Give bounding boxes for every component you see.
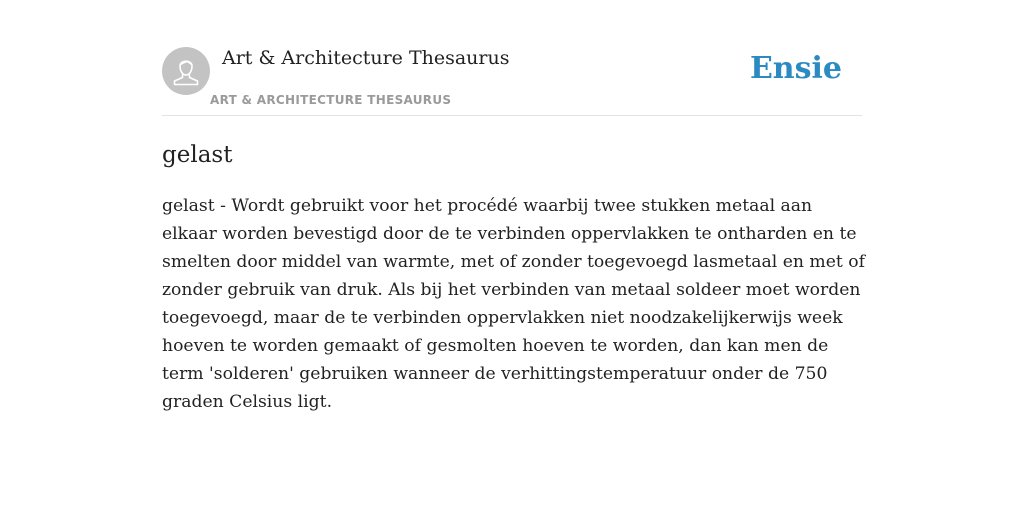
user-silhouette-icon <box>162 47 210 95</box>
page-header <box>162 0 862 116</box>
entry-title: gelast <box>162 142 233 168</box>
entry-definition: gelast - Wordt gebruikt voor het procédé waarbij twee stukken metaal aan elkaar worden bevestigd door de te verbinden oppervlakken te ontharden en te smelten door middel van warmte, met of zonder toegevoegd lasmetaal en met of zonder gebruik van druk. Als bij het verbinden van metaal soldeer moet worden toegevoegd, maar de te verbinden oppervlakken niet noodzakelijkerwijs week hoeven te worden gemaakt of gesmolten hoeven te worden, dan kan men de term 'solderen' gebruiken wanneer de verhittingstemperatuur onder de 750 graden Celsius ligt. <box>162 196 865 412</box>
author-name[interactable]: Art & Architecture Thesaurus <box>222 47 510 69</box>
author-avatar[interactable] <box>162 47 210 95</box>
ensie-logo-link[interactable]: Ensie <box>749 51 842 86</box>
author-category-label[interactable]: ART & ARCHITECTURE THESAURUS <box>210 93 452 107</box>
